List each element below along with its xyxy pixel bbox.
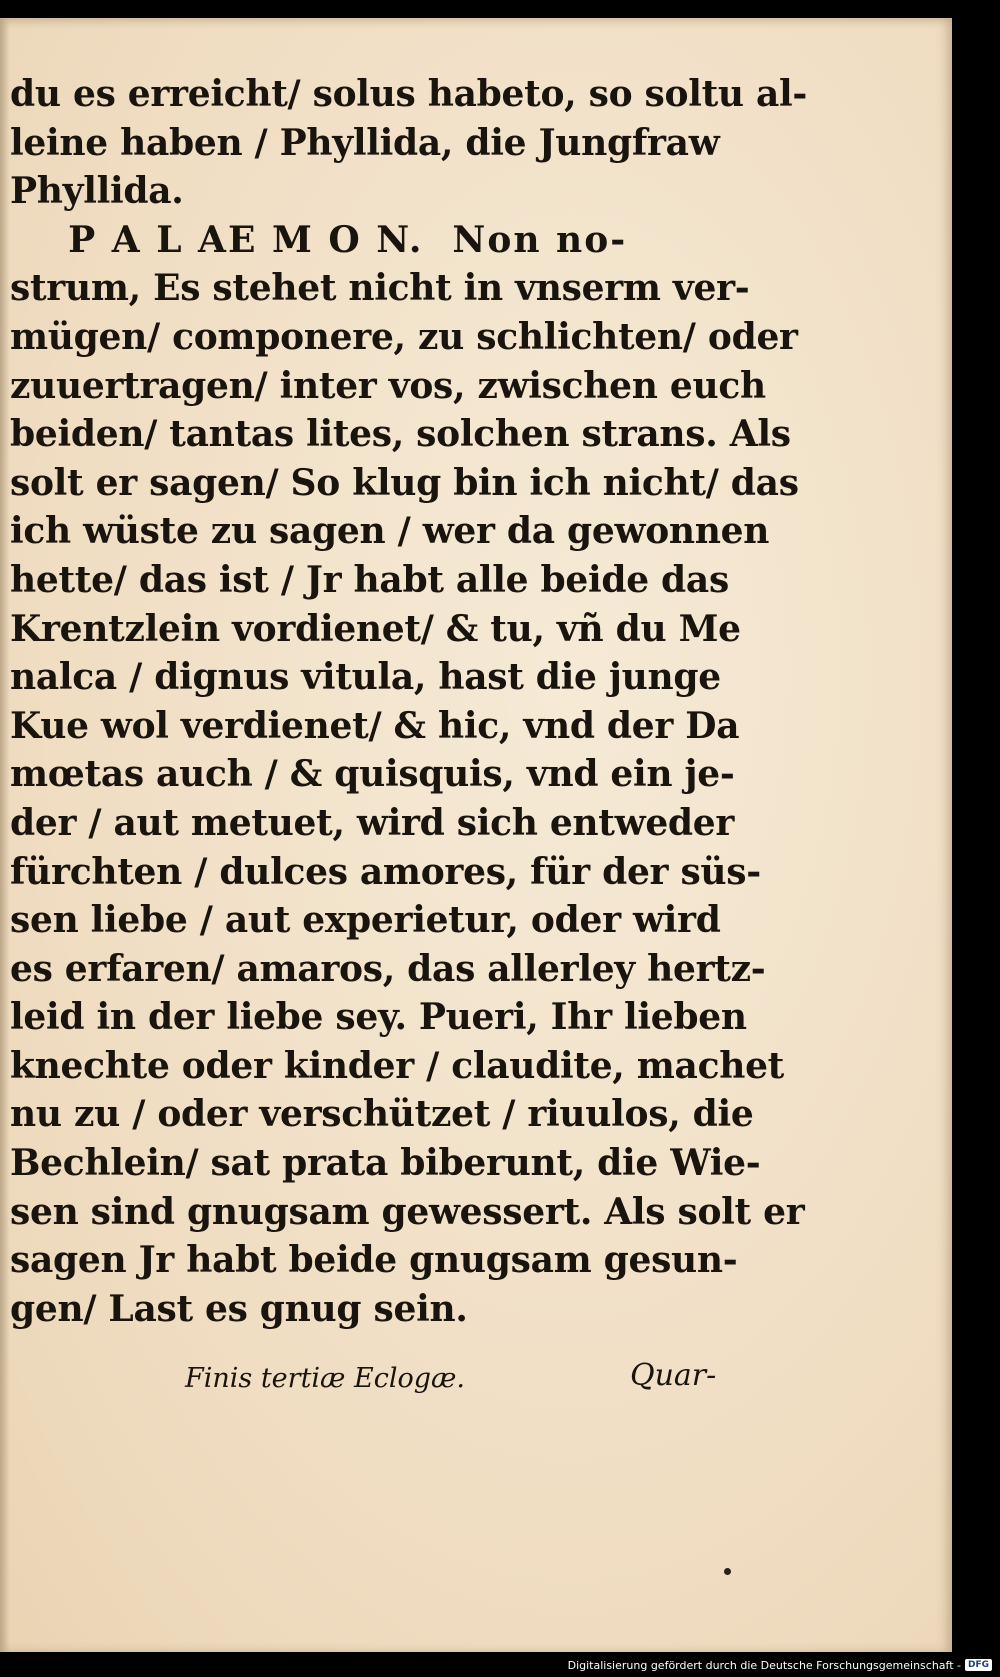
text-line: du es erreicht/ solus habeto, so soltu al- [10,73,808,115]
text-line: Phyllida. [10,170,184,213]
text-line: leid in der liebe sey. Pueri, Ihr lieben [10,996,747,1039]
colophon: Finis tertiæ Eclogæ. [185,1363,465,1394]
text-line: sen liebe / aut experietur, oder wird [10,899,721,942]
text-line: nu zu / oder verschützet / riuulos, die [10,1093,754,1136]
text-line: Bechlein/ sat prata biberunt, die Wie- [10,1142,761,1185]
text-line: Krentzlein vordienet/ & tu, vñ du Me [10,607,741,650]
ink-speck [724,1568,731,1575]
catchword: Quar- [630,1358,717,1393]
text-line: mügen/ componere, zu schlichten/ oder [10,315,798,358]
dfg-logo: DFG [965,1659,992,1671]
text-line: mœtas auch / & quisquis, vnd ein je- [10,753,735,796]
text-line: zuuertragen/ inter vos, zwischen euch [10,364,766,407]
text-line: gen/ Last es gnug sein. [10,1287,468,1330]
credit-text: Digitalisierung gefördert durch die Deutsche Forschungsgemeinschaft - [567,1658,961,1672]
text-line: beiden/ tantas lites, solchen strans. Als [10,413,791,456]
text-line: strum, Es stehet nicht in vnserm ver- [10,267,750,310]
text-line: leine haben / Phyllida, die Jungfraw [10,121,720,164]
speaker-line: P A L AE M O N. Non no- [10,218,628,261]
page-gutter-shadow [0,18,10,1652]
digitization-credit [568,1655,992,1675]
text-line: solt er sagen/ So klug bin ich nicht/ das [10,461,799,504]
text-line: Kue wol verdienet/ & hic, vnd der Da [10,704,740,747]
text-line: fürchten / dulces amores, für der süs- [10,850,761,893]
text-line: sen sind gnugsam gewessert. Als solt er [10,1190,805,1233]
text-line: ich wüste zu sagen / wer da gewonnen [10,510,770,553]
text-line: nalca / dignus vitula, hast die junge [10,656,721,699]
text-line: es erfaren/ amaros, das allerley hertz- [10,947,766,990]
text-line: knechte oder kinder / claudite, machet [10,1044,785,1087]
text-line: hette/ das ist / Jr habt alle beide das [10,558,729,601]
body-text [10,70,808,1333]
book-page [0,18,952,1652]
text-line: sagen Jr habt beide gnugsam gesun- [10,1239,738,1282]
text-line: der / aut metuet, wird sich entweder [10,801,735,844]
